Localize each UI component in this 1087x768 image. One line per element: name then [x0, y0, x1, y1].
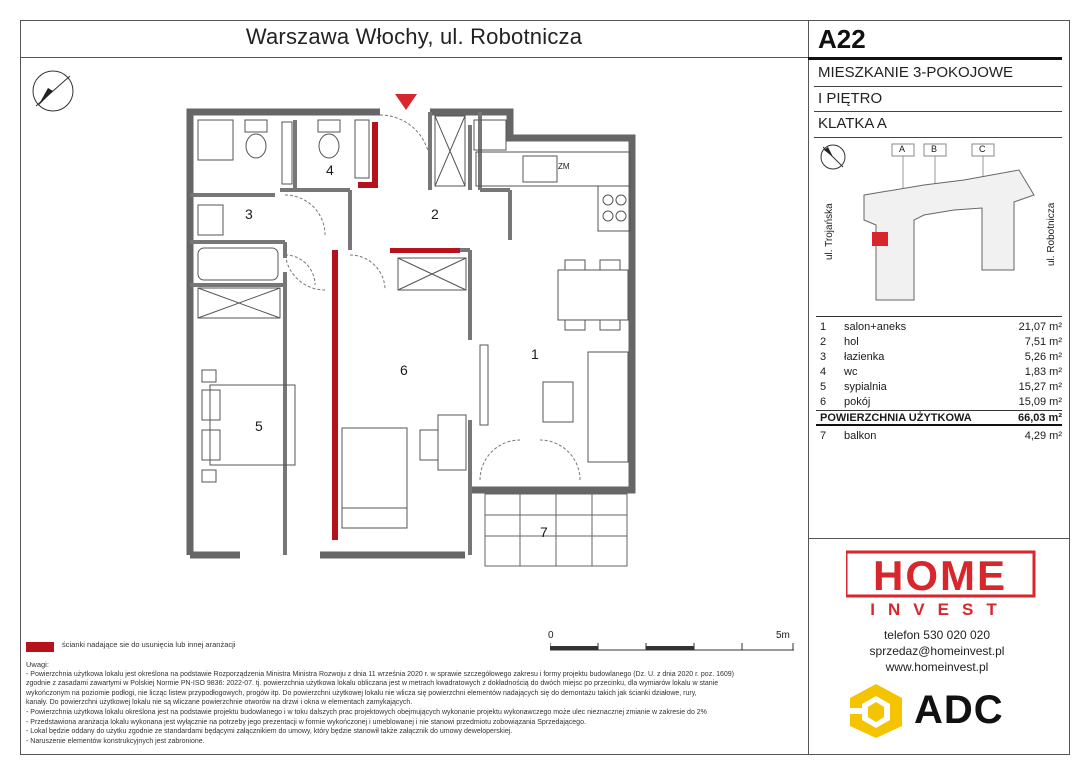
- floor-plan-drawing: [180, 90, 650, 580]
- room-area: 21,07 m²: [1018, 320, 1062, 333]
- title-divider: [20, 57, 808, 58]
- table-row: [816, 394, 1062, 409]
- room-number: 4: [820, 365, 827, 378]
- room-number: 5: [820, 380, 827, 393]
- room-label-7: 7: [540, 524, 548, 540]
- total-area-row: [816, 410, 1062, 426]
- room-name: balkon: [844, 429, 877, 442]
- room-label-1: 1: [531, 346, 539, 362]
- info-separator: [814, 86, 1062, 87]
- home-word: HOME: [873, 552, 1007, 599]
- note-line: - Lokal będzie oddany do użytku zgodnie ze standardami będącymi załącznikiem do umowy, który będzie stanowił także załącznik do umowy deweloperskiej.: [26, 728, 513, 736]
- unit-code: A22: [818, 24, 866, 54]
- home-invest-logo-graphic: [846, 548, 1036, 618]
- unit-type: MIESZKANIE 3-POKOJOWE: [818, 64, 1014, 81]
- room-label-3: 3: [245, 206, 253, 222]
- room-number: 3: [820, 350, 827, 363]
- info-separator: [814, 137, 1062, 138]
- table-row: [816, 334, 1062, 349]
- contact-phone: telefon 530 020 020: [883, 628, 991, 642]
- floor-plan: [180, 90, 650, 580]
- note-line: kanały. Do powierzchni użytkowej lokalu nie są wliczane powierzchnie otworów na drzwi i okna w elementach zamykających.: [26, 699, 413, 707]
- balcony-row: [816, 428, 1062, 443]
- site-map: [814, 140, 1062, 310]
- table-row: [816, 364, 1062, 379]
- notes: [26, 660, 804, 746]
- home-invest-logo: [846, 548, 1036, 618]
- scale-ruler: [550, 642, 794, 652]
- room-label-5: 5: [255, 418, 263, 434]
- note-line: - Powierzchnia użytkowa lokalu określona jest na podstawie projektu budowlanego i w toku dalszych prac projektowych obejmujących wykonanie projektu wykonawczego może ulec nieznacznej zmianie w zakresie do 2%: [26, 708, 707, 716]
- room-area-table: [816, 316, 1062, 443]
- table-row: [816, 379, 1062, 394]
- room-label-4: 4: [326, 162, 334, 178]
- contact-email[interactable]: sprzedaz@homeinvest.pl: [869, 644, 1005, 658]
- room-label-6: 6: [400, 362, 408, 378]
- panel-divider: [808, 20, 809, 755]
- adc-word: ADC: [914, 688, 1004, 732]
- total-area-label: POWIERZCHNIA UŻYTKOWA: [820, 411, 972, 424]
- info-separator: [814, 111, 1062, 112]
- unit-floor: I PIĘTRO: [818, 90, 883, 107]
- adc-logo: [846, 682, 1036, 738]
- street-label-right: ul. Robotnicza: [1046, 202, 1057, 266]
- room-name: pokój: [844, 395, 871, 408]
- room-name: sypialnia: [844, 380, 887, 393]
- contact-website[interactable]: www.homeinvest.pl: [885, 660, 989, 674]
- room-number: 6: [820, 395, 827, 408]
- total-area-value: 66,03 m²: [1017, 411, 1062, 424]
- room-name: łazienka: [844, 350, 885, 363]
- staircase-b-label: B: [931, 144, 938, 154]
- room-number: 1: [820, 320, 827, 333]
- unit-staircase: KLATKA A: [818, 115, 887, 132]
- legend-text: ścianki nadające sie do usunięcia lub innej aranżacji: [62, 640, 236, 649]
- table-row: [816, 349, 1062, 364]
- fridge-label: ZM: [558, 162, 570, 171]
- staircase-c-label: C: [979, 144, 986, 154]
- room-area: 1,83 m²: [1024, 365, 1062, 378]
- invest-word: INVEST: [870, 600, 1010, 618]
- brand-separator: [808, 538, 1070, 539]
- note-line: - Powierzchnia użytkowa lokalu jest określona na podstawie Rozporządzenia Ministra Ministra Rozwoju z dnia 11 września 2020 r. w sprawie szczegółowego zakresu i formy projektu budowlanego (Dz. U. z dnia 2020 r. poz. 1609): [26, 670, 734, 678]
- page-title: Warszawa Włochy, ul. Robotnicza: [245, 24, 583, 49]
- room-area: 7,51 m²: [1024, 335, 1062, 348]
- room-area: 4,29 m²: [1024, 429, 1062, 442]
- note-line: zgodnie z zasadami zawartymi w Polskiej Normie PN-ISO 9836: 2022-07. tj. powierzchnia użytkowa lokalu obliczana jest w metrach kwadratowych z dokładnością do dwóch miejsc po przecinku, dla wymiarów lokalu w stanie: [26, 680, 719, 688]
- room-number: 2: [820, 335, 827, 348]
- site-map-drawing: [814, 140, 1062, 310]
- notes-title: Uwagi:: [26, 660, 49, 669]
- room-area: 15,09 m²: [1018, 395, 1062, 408]
- compass-icon: [28, 66, 78, 116]
- entrance-arrow-icon: [395, 94, 417, 110]
- room-label-2: 2: [431, 206, 439, 222]
- room-area: 5,26 m²: [1024, 350, 1062, 363]
- unit-code-underline: [808, 57, 1062, 60]
- scale-start: 0: [548, 630, 554, 641]
- adc-logo-icon: [846, 682, 906, 738]
- room-name: salon+aneks: [844, 320, 907, 333]
- room-name: wc: [844, 365, 858, 378]
- note-line: - Przedstawiona aranżacja lokalu wykonana jest wyłącznie na potrzeby jego prezentacji w formie wykończonej i umeblowanej i nie stanowi przedmiotu zobowiązania Sprzedającego.: [26, 718, 586, 726]
- scale-bar: [546, 630, 800, 654]
- table-top-line: [816, 316, 1062, 317]
- staircase-a-label: A: [899, 144, 906, 154]
- street-label-left: ul. Trojańska: [824, 203, 835, 260]
- scale-end: 5m: [776, 630, 790, 641]
- note-line: wykończonym na poziomie podłogi, nie licząc listew przypodłogowych, progów itp. Do powierzchni użytkowej lokalu nie wlicza się powierzchni elementów nadających się do demontażu takich jak ścianki działowe, rury,: [26, 689, 697, 697]
- note-line: - Naruszenie elementów konstrukcyjnych jest zabronione.: [26, 737, 205, 745]
- table-row: [816, 319, 1062, 334]
- legend-swatch: [26, 642, 54, 652]
- room-area: 15,27 m²: [1018, 380, 1062, 393]
- room-name: hol: [844, 335, 859, 348]
- room-number: 7: [820, 429, 827, 442]
